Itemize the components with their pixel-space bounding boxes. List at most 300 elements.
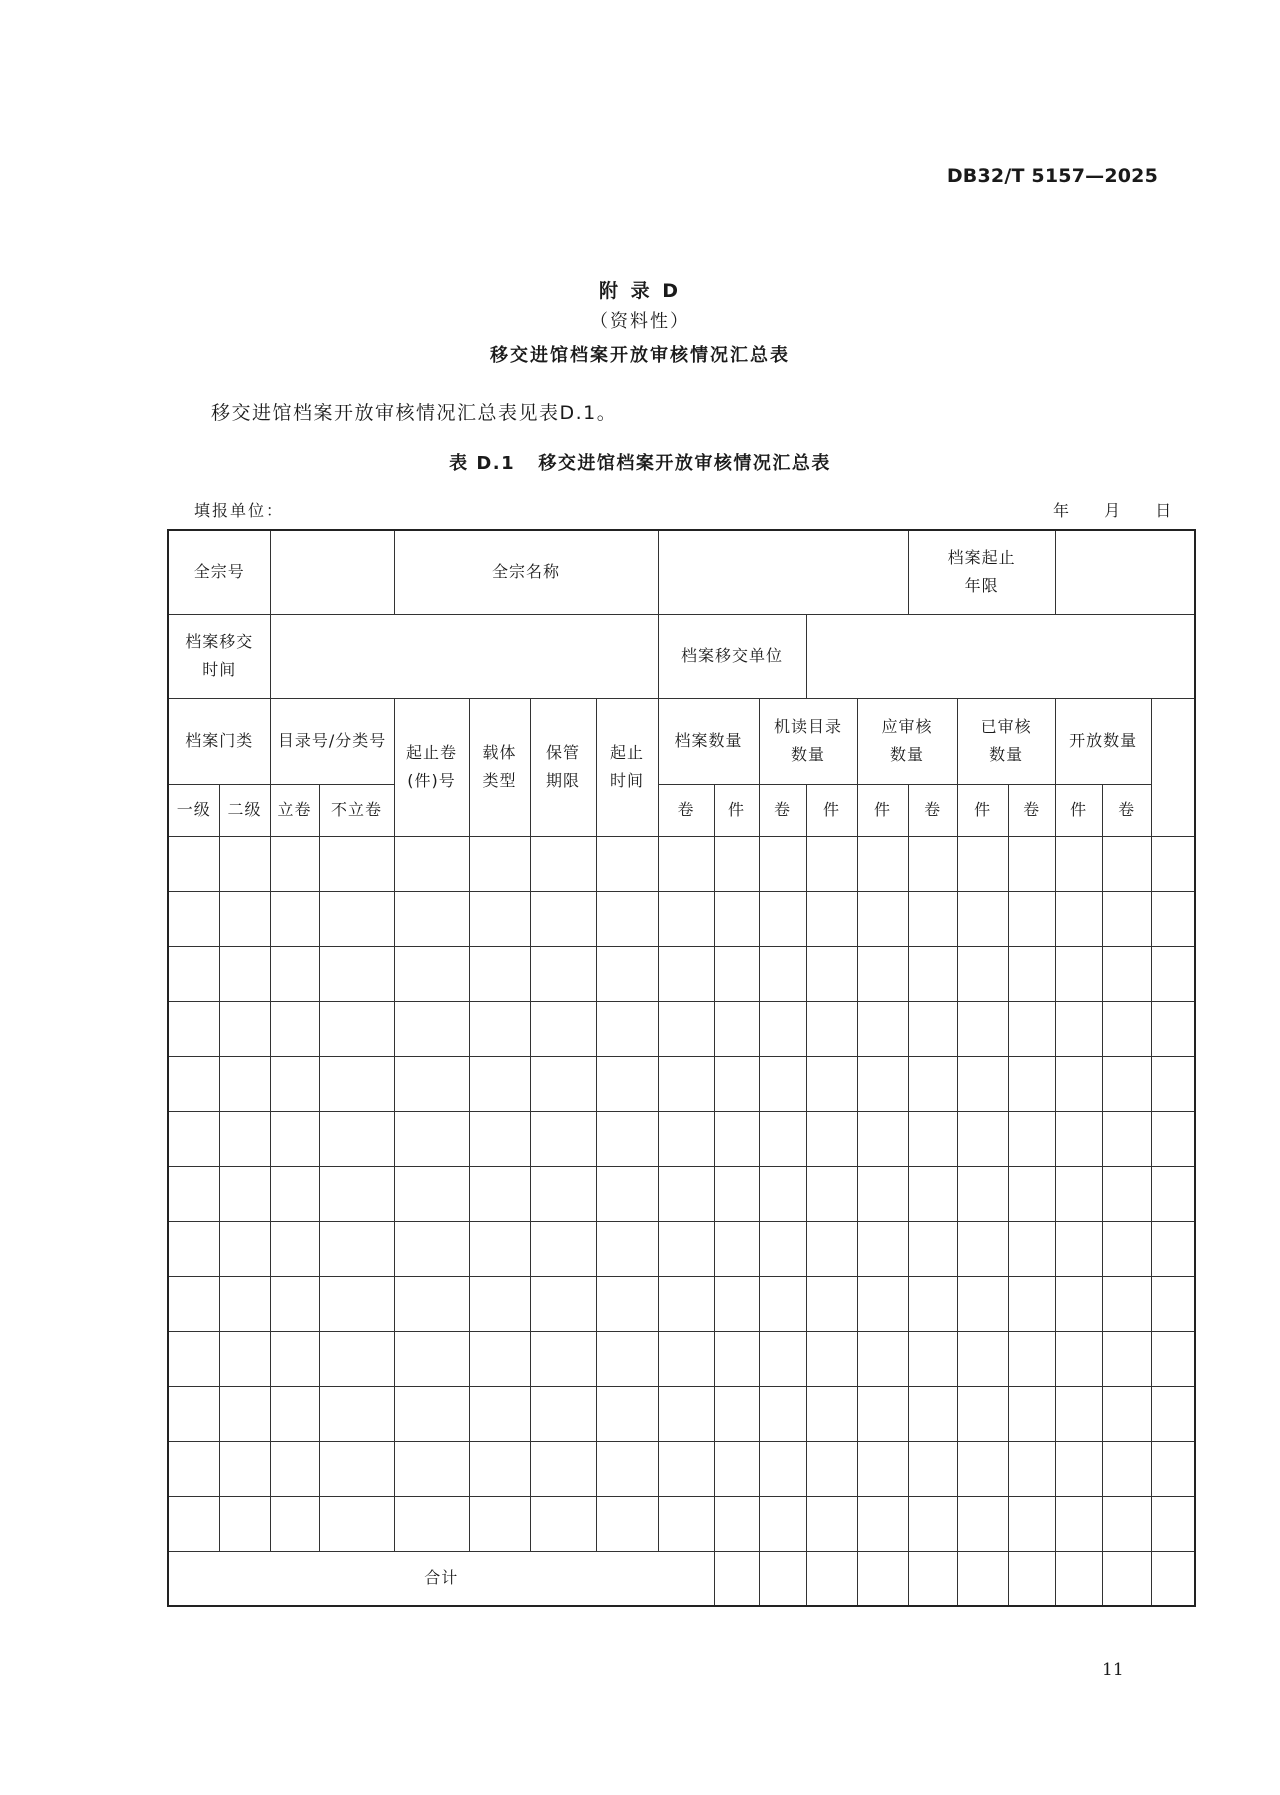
table-cell[interactable] <box>596 1496 658 1551</box>
table-cell[interactable] <box>957 1331 1008 1386</box>
table-cell[interactable] <box>270 1001 319 1056</box>
table-cell[interactable] <box>270 1331 319 1386</box>
table-cell[interactable] <box>270 1441 319 1496</box>
table-cell[interactable] <box>469 836 530 891</box>
table-row <box>168 1221 1195 1276</box>
table-cell[interactable] <box>658 1001 714 1056</box>
reviewed-juan: 卷 <box>1008 784 1055 836</box>
table-cell[interactable] <box>714 891 759 946</box>
table-cell[interactable] <box>469 891 530 946</box>
table-cell[interactable] <box>857 1166 908 1221</box>
table-cell[interactable] <box>759 1001 806 1056</box>
table-cell[interactable] <box>658 1221 714 1276</box>
table-cell[interactable] <box>168 946 219 1001</box>
should-review-juan: 卷 <box>908 784 957 836</box>
table-cell[interactable] <box>1102 946 1151 1001</box>
table-cell[interactable] <box>658 1496 714 1551</box>
table-cell[interactable] <box>168 1441 219 1496</box>
table-cell[interactable] <box>270 1386 319 1441</box>
table-cell[interactable] <box>1008 836 1055 891</box>
table-cell[interactable] <box>394 1276 469 1331</box>
table-cell[interactable] <box>596 946 658 1001</box>
table-cell[interactable] <box>658 891 714 946</box>
table-cell[interactable] <box>1151 836 1195 891</box>
table-cell[interactable] <box>1151 1331 1195 1386</box>
table-row <box>168 1276 1195 1331</box>
table-cell[interactable] <box>857 891 908 946</box>
table-cell[interactable] <box>957 836 1008 891</box>
table-cell[interactable] <box>714 946 759 1001</box>
table-cell[interactable] <box>394 1166 469 1221</box>
table-cell[interactable] <box>270 1221 319 1276</box>
table-cell[interactable] <box>908 1166 957 1221</box>
table-cell[interactable] <box>168 891 219 946</box>
total-cell[interactable] <box>1055 1551 1102 1606</box>
table-cell[interactable] <box>469 946 530 1001</box>
table-cell[interactable] <box>530 1056 596 1111</box>
table-cell[interactable] <box>270 1276 319 1331</box>
table-cell[interactable] <box>596 1386 658 1441</box>
intro-paragraph: 移交进馆档案开放审核情况汇总表见表D.1。 <box>211 402 618 424</box>
table-cell[interactable] <box>1151 1166 1195 1221</box>
table-cell[interactable] <box>957 1496 1008 1551</box>
table-cell[interactable] <box>219 1221 270 1276</box>
table-cell[interactable] <box>1055 836 1102 891</box>
table-cell[interactable] <box>806 836 857 891</box>
table-cell[interactable] <box>957 1166 1008 1221</box>
transfer-time-value[interactable] <box>270 614 658 698</box>
table-cell[interactable] <box>957 946 1008 1001</box>
table-cell[interactable] <box>806 1441 857 1496</box>
archive-year-range-label <box>908 530 1055 614</box>
table-cell[interactable] <box>270 1166 319 1221</box>
summary-table <box>167 529 1196 1607</box>
total-cell[interactable] <box>908 1551 957 1606</box>
table-cell[interactable] <box>1055 1221 1102 1276</box>
total-cell[interactable] <box>1102 1551 1151 1606</box>
should-review-line2: 数量 <box>890 745 925 764</box>
archive-year-range-value[interactable] <box>1055 530 1195 614</box>
table-cell[interactable] <box>759 1221 806 1276</box>
total-cell[interactable] <box>957 1551 1008 1606</box>
table-cell[interactable] <box>1055 1166 1102 1221</box>
table-cell[interactable] <box>469 1441 530 1496</box>
volume-number-line1: 起止卷 <box>406 743 458 762</box>
table-cell[interactable] <box>714 1056 759 1111</box>
table-cell[interactable] <box>469 1221 530 1276</box>
table-cell[interactable] <box>530 891 596 946</box>
table-cell[interactable] <box>857 1386 908 1441</box>
table-cell[interactable] <box>270 836 319 891</box>
table-cell[interactable] <box>759 1441 806 1496</box>
table-cell[interactable] <box>319 1221 394 1276</box>
total-cell[interactable] <box>1151 1551 1195 1606</box>
fonds-number-value[interactable] <box>270 530 394 614</box>
table-cell[interactable] <box>806 1331 857 1386</box>
table-cell[interactable] <box>908 946 957 1001</box>
table-cell[interactable] <box>319 836 394 891</box>
table-cell[interactable] <box>1008 1386 1055 1441</box>
table-cell[interactable] <box>1008 1441 1055 1496</box>
total-cell[interactable] <box>1008 1551 1055 1606</box>
table-cell[interactable] <box>394 1441 469 1496</box>
table-cell[interactable] <box>1151 1221 1195 1276</box>
start-end-time-header <box>596 698 658 836</box>
table-cell[interactable] <box>1102 1276 1151 1331</box>
volume-number-header <box>394 698 469 836</box>
table-cell[interactable] <box>1055 1276 1102 1331</box>
table-cell[interactable] <box>168 1331 219 1386</box>
table-cell[interactable] <box>957 1276 1008 1331</box>
table-cell[interactable] <box>1008 1111 1055 1166</box>
table-cell[interactable] <box>1151 1001 1195 1056</box>
table-cell[interactable] <box>219 1001 270 1056</box>
table-cell[interactable] <box>957 1111 1008 1166</box>
table-cell[interactable] <box>1151 891 1195 946</box>
table-cell[interactable] <box>530 1331 596 1386</box>
table-cell[interactable] <box>957 1221 1008 1276</box>
table-cell[interactable] <box>319 1276 394 1331</box>
table-cell[interactable] <box>1151 1111 1195 1166</box>
table-cell[interactable] <box>806 946 857 1001</box>
table-cell[interactable] <box>1055 1001 1102 1056</box>
table-cell[interactable] <box>658 1056 714 1111</box>
total-cell[interactable] <box>759 1551 806 1606</box>
appendix-nature: （资料性） <box>590 311 690 332</box>
table-cell[interactable] <box>394 836 469 891</box>
table-cell[interactable] <box>394 1496 469 1551</box>
table-cell[interactable] <box>319 1496 394 1551</box>
table-cell[interactable] <box>1102 1166 1151 1221</box>
table-cell[interactable] <box>806 1221 857 1276</box>
table-cell[interactable] <box>530 1221 596 1276</box>
table-cell[interactable] <box>714 1111 759 1166</box>
table-cell[interactable] <box>530 1441 596 1496</box>
table-cell[interactable] <box>596 891 658 946</box>
table-cell[interactable] <box>658 1276 714 1331</box>
table-cell[interactable] <box>857 946 908 1001</box>
table-row <box>168 836 1195 891</box>
table-cell[interactable] <box>658 1386 714 1441</box>
table-cell[interactable] <box>394 946 469 1001</box>
table-cell[interactable] <box>530 1276 596 1331</box>
table-cell[interactable] <box>806 891 857 946</box>
table-cell[interactable] <box>219 1386 270 1441</box>
table-cell[interactable] <box>908 1386 957 1441</box>
table-cell[interactable] <box>219 1441 270 1496</box>
table-cell[interactable] <box>530 1496 596 1551</box>
retention-period-line2: 期限 <box>546 771 581 790</box>
table-cell[interactable] <box>1102 1441 1151 1496</box>
table-cell[interactable] <box>658 1331 714 1386</box>
table-cell[interactable] <box>596 1221 658 1276</box>
table-cell[interactable] <box>857 1111 908 1166</box>
table-cell[interactable] <box>219 1166 270 1221</box>
table-cell[interactable] <box>857 1001 908 1056</box>
carrier-type-header <box>469 698 530 836</box>
archive-year-range-line2: 年限 <box>964 576 999 596</box>
table-cell[interactable] <box>759 1496 806 1551</box>
table-cell[interactable] <box>957 1056 1008 1111</box>
table-cell[interactable] <box>857 836 908 891</box>
machine-catalog-jian: 件 <box>806 784 857 836</box>
filed-volume-header: 立卷 <box>270 784 319 836</box>
machine-catalog-line1: 机读目录 <box>774 717 843 736</box>
table-cell[interactable] <box>319 1441 394 1496</box>
table-cell[interactable] <box>1008 1056 1055 1111</box>
table-cell[interactable] <box>1151 1496 1195 1551</box>
table-cell[interactable] <box>714 1441 759 1496</box>
transfer-unit-value[interactable] <box>806 614 1195 698</box>
table-cell[interactable] <box>469 1111 530 1166</box>
table-cell[interactable] <box>714 836 759 891</box>
table-cell[interactable] <box>319 1166 394 1221</box>
table-cell[interactable] <box>714 1496 759 1551</box>
table-cell[interactable] <box>469 1001 530 1056</box>
table-cell[interactable] <box>658 1441 714 1496</box>
table-cell[interactable] <box>957 891 1008 946</box>
table-cell[interactable] <box>806 1386 857 1441</box>
date-day-label: 日 <box>1155 501 1172 520</box>
table-cell[interactable] <box>908 1056 957 1111</box>
table-cell[interactable] <box>1102 1001 1151 1056</box>
table-cell[interactable] <box>596 1441 658 1496</box>
table-cell[interactable] <box>270 1056 319 1111</box>
table-cell[interactable] <box>219 1331 270 1386</box>
total-cell[interactable] <box>857 1551 908 1606</box>
table-cell[interactable] <box>596 1001 658 1056</box>
table-cell[interactable] <box>168 836 219 891</box>
table-cell[interactable] <box>596 1166 658 1221</box>
table-cell[interactable] <box>1055 891 1102 946</box>
table-cell[interactable] <box>394 1331 469 1386</box>
date-month-label: 月 <box>1104 501 1121 520</box>
table-cell[interactable] <box>908 1001 957 1056</box>
table-cell[interactable] <box>806 1001 857 1056</box>
total-cell[interactable] <box>806 1551 857 1606</box>
table-cell[interactable] <box>759 1386 806 1441</box>
archive-quantity-header: 档案数量 <box>658 698 759 784</box>
table-cell[interactable] <box>394 891 469 946</box>
table-cell[interactable] <box>714 1221 759 1276</box>
table-cell[interactable] <box>1102 836 1151 891</box>
table-cell[interactable] <box>1151 1276 1195 1331</box>
table-cell[interactable] <box>1055 946 1102 1001</box>
table-cell[interactable] <box>714 1331 759 1386</box>
table-cell[interactable] <box>957 1386 1008 1441</box>
table-cell[interactable] <box>714 1001 759 1056</box>
table-cell[interactable] <box>1008 1166 1055 1221</box>
table-cell[interactable] <box>714 1166 759 1221</box>
table-cell[interactable] <box>270 1496 319 1551</box>
table-cell[interactable] <box>908 1331 957 1386</box>
table-cell[interactable] <box>319 1001 394 1056</box>
table-cell[interactable] <box>857 1056 908 1111</box>
table-cell[interactable] <box>219 1496 270 1551</box>
table-cell[interactable] <box>806 1111 857 1166</box>
table-cell[interactable] <box>168 1496 219 1551</box>
table-cell[interactable] <box>908 1496 957 1551</box>
table-cell[interactable] <box>319 1056 394 1111</box>
total-cell[interactable] <box>714 1551 759 1606</box>
table-cell[interactable] <box>219 1056 270 1111</box>
table-cell[interactable] <box>1055 1111 1102 1166</box>
table-cell[interactable] <box>759 1056 806 1111</box>
table-cell[interactable] <box>714 1276 759 1331</box>
table-row <box>168 1056 1195 1111</box>
table-cell[interactable] <box>596 1056 658 1111</box>
table-cell[interactable] <box>319 1331 394 1386</box>
table-cell[interactable] <box>1102 891 1151 946</box>
table-cell[interactable] <box>596 1331 658 1386</box>
table-cell[interactable] <box>806 1496 857 1551</box>
fonds-name-value[interactable] <box>658 530 908 614</box>
table-cell[interactable] <box>1008 891 1055 946</box>
table-cell[interactable] <box>1102 1496 1151 1551</box>
archive-year-range-line1: 档案起止 <box>947 548 1016 568</box>
table-cell[interactable] <box>759 836 806 891</box>
table-cell[interactable] <box>319 946 394 1001</box>
table-cell[interactable] <box>596 836 658 891</box>
table-cell[interactable] <box>270 1111 319 1166</box>
table-cell[interactable] <box>1008 1331 1055 1386</box>
table-cell[interactable] <box>319 1386 394 1441</box>
table-cell[interactable] <box>469 1496 530 1551</box>
table-cell[interactable] <box>908 1221 957 1276</box>
transfer-time-line1: 档案移交 <box>185 632 254 651</box>
table-cell[interactable] <box>1055 1056 1102 1111</box>
table-cell[interactable] <box>1055 1386 1102 1441</box>
date-line <box>1053 498 1171 521</box>
table-cell[interactable] <box>168 1001 219 1056</box>
table-cell[interactable] <box>1102 1331 1151 1386</box>
table-cell[interactable] <box>908 1111 957 1166</box>
table-cell[interactable] <box>530 1386 596 1441</box>
table-cell[interactable] <box>658 946 714 1001</box>
table-cell[interactable] <box>1008 1221 1055 1276</box>
table-cell[interactable] <box>857 1496 908 1551</box>
table-cell[interactable] <box>1102 1111 1151 1166</box>
table-cell[interactable] <box>759 1331 806 1386</box>
table-cell[interactable] <box>908 1276 957 1331</box>
table-cell[interactable] <box>908 891 957 946</box>
table-cell[interactable] <box>394 1386 469 1441</box>
table-cell[interactable] <box>1008 1001 1055 1056</box>
table-cell[interactable] <box>596 1276 658 1331</box>
table-cell[interactable] <box>394 1111 469 1166</box>
table-cell[interactable] <box>806 1276 857 1331</box>
table-cell[interactable] <box>168 1221 219 1276</box>
table-cell[interactable] <box>270 946 319 1001</box>
table-cell[interactable] <box>658 1166 714 1221</box>
table-cell[interactable] <box>714 1386 759 1441</box>
table-cell[interactable] <box>908 836 957 891</box>
table-cell[interactable] <box>469 1166 530 1221</box>
fill-unit-label: 填报单位： <box>194 501 285 520</box>
table-cell[interactable] <box>1055 1331 1102 1386</box>
table-cell[interactable] <box>469 1056 530 1111</box>
table-cell[interactable] <box>857 1276 908 1331</box>
table-cell[interactable] <box>530 1166 596 1221</box>
table-cell[interactable] <box>1151 1056 1195 1111</box>
table-cell[interactable] <box>1008 1496 1055 1551</box>
table-cell[interactable] <box>469 1386 530 1441</box>
table-cell[interactable] <box>168 1386 219 1441</box>
table-cell[interactable] <box>957 1441 1008 1496</box>
table-cell[interactable] <box>270 891 319 946</box>
table-row <box>168 1386 1195 1441</box>
table-cell[interactable] <box>219 836 270 891</box>
table-cell[interactable] <box>759 946 806 1001</box>
table-cell[interactable] <box>857 1441 908 1496</box>
table-cell[interactable] <box>530 836 596 891</box>
table-cell[interactable] <box>394 1056 469 1111</box>
table-cell[interactable] <box>168 1276 219 1331</box>
table-cell[interactable] <box>658 1111 714 1166</box>
table-cell[interactable] <box>168 1166 219 1221</box>
table-cell[interactable] <box>1102 1056 1151 1111</box>
table-cell[interactable] <box>168 1056 219 1111</box>
table-cell[interactable] <box>530 1001 596 1056</box>
total-label: 合计 <box>168 1551 714 1606</box>
table-cell[interactable] <box>1102 1386 1151 1441</box>
table-cell[interactable] <box>530 946 596 1001</box>
table-row <box>168 1331 1195 1386</box>
table-cell[interactable] <box>219 1111 270 1166</box>
table-cell[interactable] <box>394 1221 469 1276</box>
table-cell[interactable] <box>168 1111 219 1166</box>
start-end-time-line1: 起止 <box>610 743 645 762</box>
table-cell[interactable] <box>530 1111 596 1166</box>
table-cell[interactable] <box>806 1166 857 1221</box>
table-cell[interactable] <box>469 1331 530 1386</box>
table-cell[interactable] <box>319 891 394 946</box>
table-cell[interactable] <box>596 1111 658 1166</box>
table-cell[interactable] <box>806 1056 857 1111</box>
table-row <box>168 1441 1195 1496</box>
table-cell[interactable] <box>1008 1276 1055 1331</box>
table-cell[interactable] <box>319 1111 394 1166</box>
open-quantity-header: 开放数量 <box>1055 698 1151 784</box>
table-cell[interactable] <box>1055 1441 1102 1496</box>
table-cell[interactable] <box>857 1221 908 1276</box>
table-cell[interactable] <box>219 1276 270 1331</box>
table-cell[interactable] <box>394 1001 469 1056</box>
table-cell[interactable] <box>658 836 714 891</box>
table-cell[interactable] <box>857 1331 908 1386</box>
table-cell[interactable] <box>759 1166 806 1221</box>
table-cell[interactable] <box>908 1441 957 1496</box>
table-cell[interactable] <box>759 1276 806 1331</box>
table-cell[interactable] <box>1151 1441 1195 1496</box>
table-cell[interactable] <box>1102 1221 1151 1276</box>
table-cell[interactable] <box>219 946 270 1001</box>
table-cell[interactable] <box>957 1001 1008 1056</box>
table-cell[interactable] <box>759 891 806 946</box>
table-cell[interactable] <box>469 1276 530 1331</box>
table-cell[interactable] <box>1008 946 1055 1001</box>
standard-number: DB32/T 5157—2025 <box>946 165 1158 187</box>
fonds-name-label: 全宗名称 <box>394 530 658 614</box>
machine-catalog-quantity-header <box>759 698 857 784</box>
table-row <box>168 946 1195 1001</box>
table-cell[interactable] <box>1151 1386 1195 1441</box>
table-cell[interactable] <box>1151 946 1195 1001</box>
table-caption: 表 D.1 移交进馆档案开放审核情况汇总表 <box>449 453 831 474</box>
table-cell[interactable] <box>219 891 270 946</box>
table-cell[interactable] <box>759 1111 806 1166</box>
table-cell[interactable] <box>1055 1496 1102 1551</box>
